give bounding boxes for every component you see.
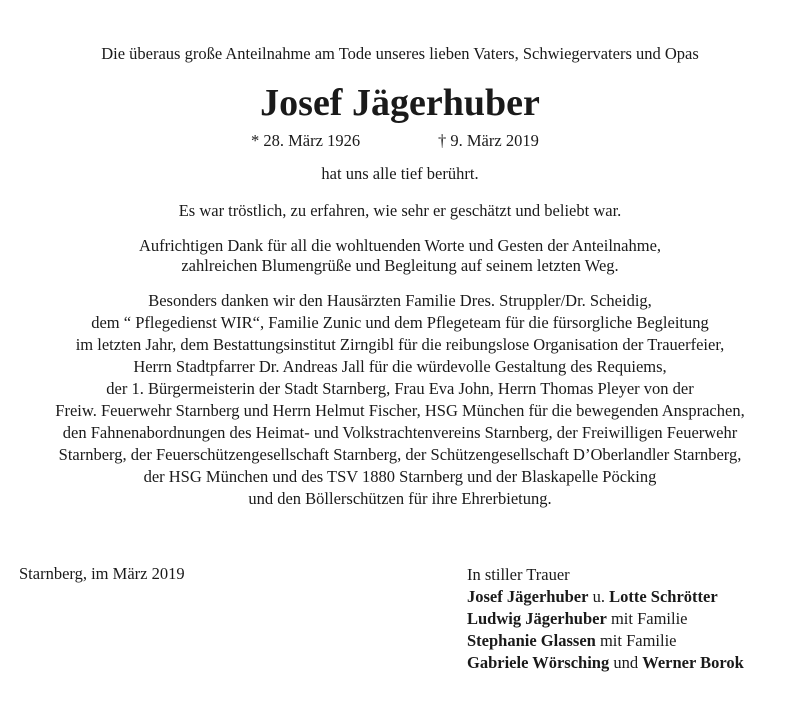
birth-date: * 28. März 1926 — [251, 131, 361, 150]
special-thanks-line: und den Böllerschützen für ihre Ehrerbietung. — [248, 489, 552, 508]
special-thanks-line: dem “ Pflegedienst WIR“, Familie Zunic und dem Pflegeteam für die fürsorgliche Begleitung — [91, 313, 709, 332]
mourner-joiner: u. — [588, 587, 610, 606]
mourner-name: Stephanie Glassen — [467, 631, 596, 650]
special-thanks-line: Herrn Stadtpfarrer Dr. Andreas Jall für die würdevolle Gestaltung des Requiems, — [133, 357, 667, 376]
touched-text: hat uns alle tief berührt. — [321, 164, 479, 183]
comfort-text: Es war tröstlich, zu erfahren, wie sehr er geschätzt und beliebt war. — [178, 201, 622, 220]
mourners-block — [467, 564, 744, 674]
deceased-name: Josef Jägerhuber — [260, 82, 540, 124]
mourner-row — [467, 586, 744, 608]
mourner-joiner: mit Familie — [595, 631, 677, 650]
thanks-line: Aufrichtigen Dank für all die wohltuenden Worte und Gesten der Anteilnahme, — [138, 236, 662, 255]
mourner-name: Gabriele Wörsching — [467, 653, 610, 672]
mourner-name: Josef Jägerhuber — [467, 587, 589, 606]
special-thanks-line: im letzten Jahr, dem Bestattungsinstitut Zirngibl für die reibungslose Organisation der Trauerfeier, — [75, 335, 725, 354]
mourner-name: Werner Borok — [642, 653, 744, 672]
special-thanks-line: Starnberg, der Feuerschützengesellschaft Starnberg, der Schützengesellschaft D’Oberlandler Starnberg, — [58, 445, 742, 464]
intro-text: Die überaus große Anteilnahme am Tode unseres lieben Vaters, Schwiegervaters und Opas — [101, 44, 699, 63]
mourner-row — [467, 652, 744, 674]
special-thanks-line: der HSG München und des TSV 1880 Starnberg und der Blaskapelle Pöcking — [143, 467, 657, 486]
mourner-joiner: mit Familie — [606, 609, 688, 628]
mourner-name: Lotte Schrötter — [609, 587, 718, 606]
special-thanks-line: Besonders danken wir den Hausärzten Familie Dres. Struppler/Dr. Scheidig, — [148, 291, 652, 310]
special-thanks-line: den Fahnenabordnungen des Heimat- und Volkstrachtenvereins Starnberg, der Freiwilligen Feuerwehr — [62, 423, 738, 442]
mourner-name: Ludwig Jägerhuber — [467, 609, 607, 628]
place-date: Starnberg, im März 2019 — [19, 564, 185, 583]
mourner-row — [467, 630, 744, 652]
mourners-heading: In stiller Trauer — [467, 565, 570, 584]
special-thanks-paragraph — [0, 290, 800, 510]
special-thanks-line: Freiw. Feuerwehr Starnberg und Herrn Helmut Fischer, HSG München für die bewegenden Ansprachen, — [55, 401, 745, 420]
special-thanks-line: der 1. Bürgermeisterin der Stadt Starnberg, Frau Eva John, Herrn Thomas Pleyer von der — [106, 379, 694, 398]
thanks-line: zahlreichen Blumengrüße und Begleitung auf seinem letzten Weg. — [181, 256, 619, 275]
death-date: † 9. März 2019 — [438, 131, 539, 150]
mourner-row — [467, 608, 744, 630]
mourner-joiner: und — [609, 653, 643, 672]
